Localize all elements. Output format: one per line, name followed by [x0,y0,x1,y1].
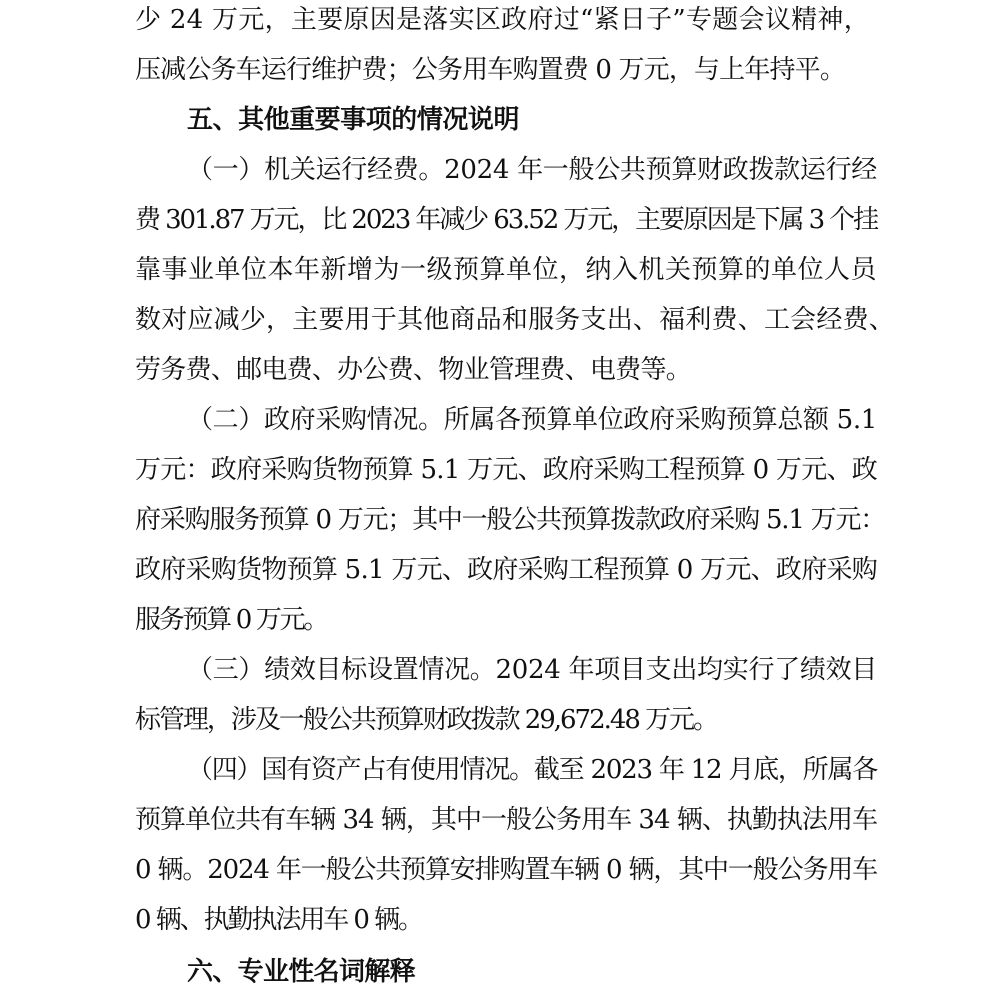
paragraph-line [0,895,1000,945]
paragraph-line [0,495,1000,545]
section-heading [0,95,1000,145]
paragraph-line [0,645,1000,695]
line-text: 0 辆、执勤执法用车 0 辆。 [135,905,422,935]
paragraph-line [0,695,1000,745]
section-heading [0,947,1000,997]
paragraph-line [0,345,1000,395]
paragraph-line [0,545,1000,595]
line-text: （二）政府采购情况。所属各预算单位政府采购预算总额 5.1 [187,405,877,435]
line-text: 数对应减少，主要用于其他商品和服务支出、福利费、工会经费、 [135,305,895,335]
paragraph-line [0,295,1000,345]
line-text: （四）国有资产占有使用情况。截至 2023 年 12 月底，所属各 [187,755,877,785]
paragraph-line [0,245,1000,295]
paragraph-line [0,395,1000,445]
paragraph-line [0,845,1000,895]
line-text: 0 辆。2024 年一般公共预算安排购置车辆 0 辆，其中一般公务用车 [135,855,877,885]
paragraph-line [0,45,1000,95]
line-text: 少 24 万元，主要原因是落实区政府过“紧日子”专题会议精神， [135,5,870,35]
paragraph-line [0,795,1000,845]
line-text: 标管理，涉及一般公共预算财政拨款 29,672.48 万元。 [135,705,717,735]
section-heading-text: 五、其他重要事项的情况说明 [187,105,519,135]
line-text: （一）机关运行经费。2024 年一般公共预算财政拨款运行经 [187,155,877,185]
line-text: 靠事业单位本年新增为一级预算单位，纳入机关预算的单位人员 [135,255,877,285]
section-heading-text: 六、专业性名词解释 [187,957,415,987]
line-text: 服务预算 0 万元。 [135,605,327,635]
paragraph-line [0,0,1000,45]
line-text: 府采购服务预算 0 万元；其中一般公共预算拨款政府采购 5.1 万元： [135,505,885,535]
line-text: （三）绩效目标设置情况。2024 年项目支出均实行了绩效目 [187,655,877,685]
line-text: 费 301.87 万元，比 2023 年减少 63.52 万元，主要原因是下属 3 个挂 [135,205,877,235]
line-text: 政府采购货物预算 5.1 万元、政府采购工程预算 0 万元、政府采购 [135,555,877,585]
line-text: 压减公务车运行维护费；公务用车购置费 0 万元，与上年持平。 [135,55,845,85]
line-text: 劳务费、邮电费、办公费、物业管理费、电费等。 [135,355,691,385]
paragraph-line [0,745,1000,795]
line-text: 万元：政府采购货物预算 5.1 万元、政府采购工程预算 0 万元、政 [135,455,877,485]
line-text: 预算单位共有车辆 34 辆，其中一般公务用车 34 辆、执勤执法用车 [135,805,877,835]
paragraph-line [0,145,1000,195]
paragraph-line [0,445,1000,495]
paragraph-line [0,195,1000,245]
paragraph-line [0,595,1000,645]
